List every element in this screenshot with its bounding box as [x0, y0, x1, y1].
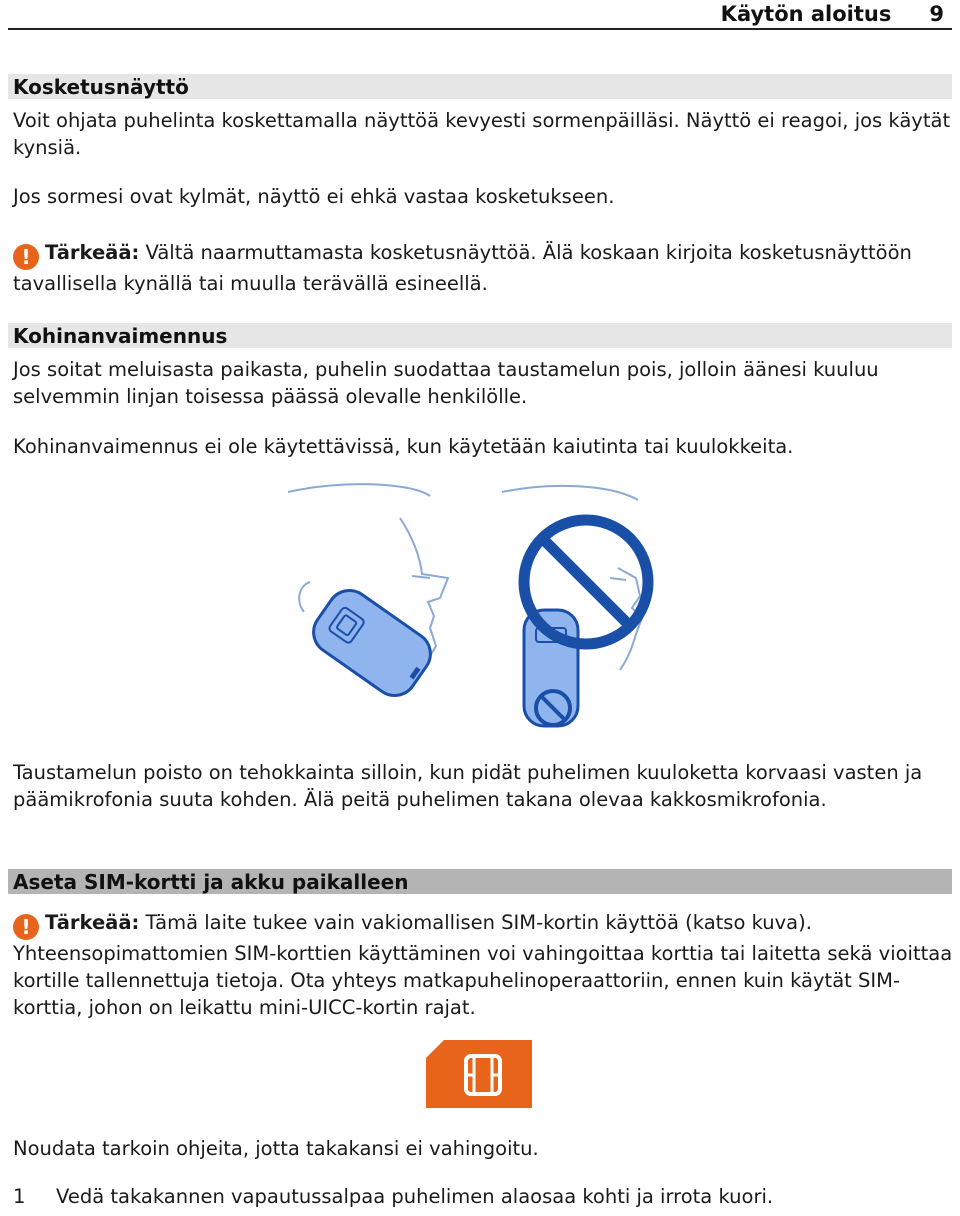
- phone-correct-illustration: [305, 582, 439, 704]
- warning-icon: !: [13, 914, 39, 940]
- noise-paragraph-2: Kohinanvaimennus ei ole käytettävissä, kun käytetään kaiutinta tai kuulokkeita.: [13, 435, 794, 458]
- section-heading-sim: [8, 869, 952, 894]
- step-number: 1: [13, 1185, 26, 1208]
- warning-text: Vältä naarmuttamasta kosketusnäyttöä. Älä koskaan kirjoita kosketusnäyttöön tavallisella kynällä tai muulla terävällä esineellä.: [13, 241, 912, 295]
- step-text: Vedä takakannen vapautussalpaa puhelimen alaosaa kohti ja irrota kuori.: [56, 1185, 774, 1208]
- warning-icon: !: [13, 244, 39, 270]
- noise-paragraph-1: Jos soitat meluisasta paikasta, puhelin suodattaa taustamelun pois, jolloin äänesi kuuluu selvemmin linjan toisessa päässä olevalle henkilölle.: [13, 358, 879, 408]
- sim-warning: [13, 909, 953, 1021]
- warning-label: Tärkeää:: [45, 241, 140, 264]
- heading-text: Kosketusnäyttö: [13, 74, 189, 99]
- page-header: [8, 0, 952, 30]
- section-heading-noise: [8, 323, 952, 348]
- sim-follow-paragraph: Noudata tarkoin ohjeita, jotta takakansi ei vahingoitu.: [13, 1137, 539, 1160]
- prohibited-icon: [524, 520, 648, 644]
- touch-paragraph-2: Jos sormesi ovat kylmät, näyttö ei ehkä vastaa kosketukseen.: [13, 185, 615, 208]
- touch-paragraph-1: Voit ohjata puhelinta koskettamalla näyttöä kevyesti sormenpäilläsi. Näyttö ei reagoi, jos käytät kynsiä.: [13, 109, 951, 159]
- section-heading-touchscreen: [8, 74, 952, 99]
- heading-text: Kohinanvaimennus: [13, 323, 228, 348]
- header-title: Käytön aloitus: [720, 2, 892, 26]
- sim-card-icon: [426, 1040, 532, 1108]
- touch-warning: [13, 239, 953, 297]
- heading-text: Aseta SIM-kortti ja akku paikalleen: [13, 869, 409, 894]
- warning-text: Tämä laite tukee vain vakiomallisen SIM-kortin käyttöä (katso kuva). Yhteensopimattomien SIM-korttien käyttäminen voi vahingoittaa korttia tai laitetta sekä vioittaa kortille tallennettuja tietoja. Ota yhteys matkapuhelinoperaattoriin, ennen kuin käytät SIM-korttia, johon on leikattu mini-UICC-kortin rajat.: [13, 911, 953, 1019]
- page-number: 9: [929, 2, 944, 26]
- warning-label: Tärkeää:: [45, 911, 140, 934]
- phone-usage-illustration: [280, 478, 660, 728]
- noise-paragraph-3: Taustamelun poisto on tehokkainta silloin, kun pidät puhelimen kuuloketta korvaasi vasten ja päämikrofonia suuta kohden. Älä peitä puhelimen takana olevaa kakkosmikrofonia.: [13, 761, 923, 811]
